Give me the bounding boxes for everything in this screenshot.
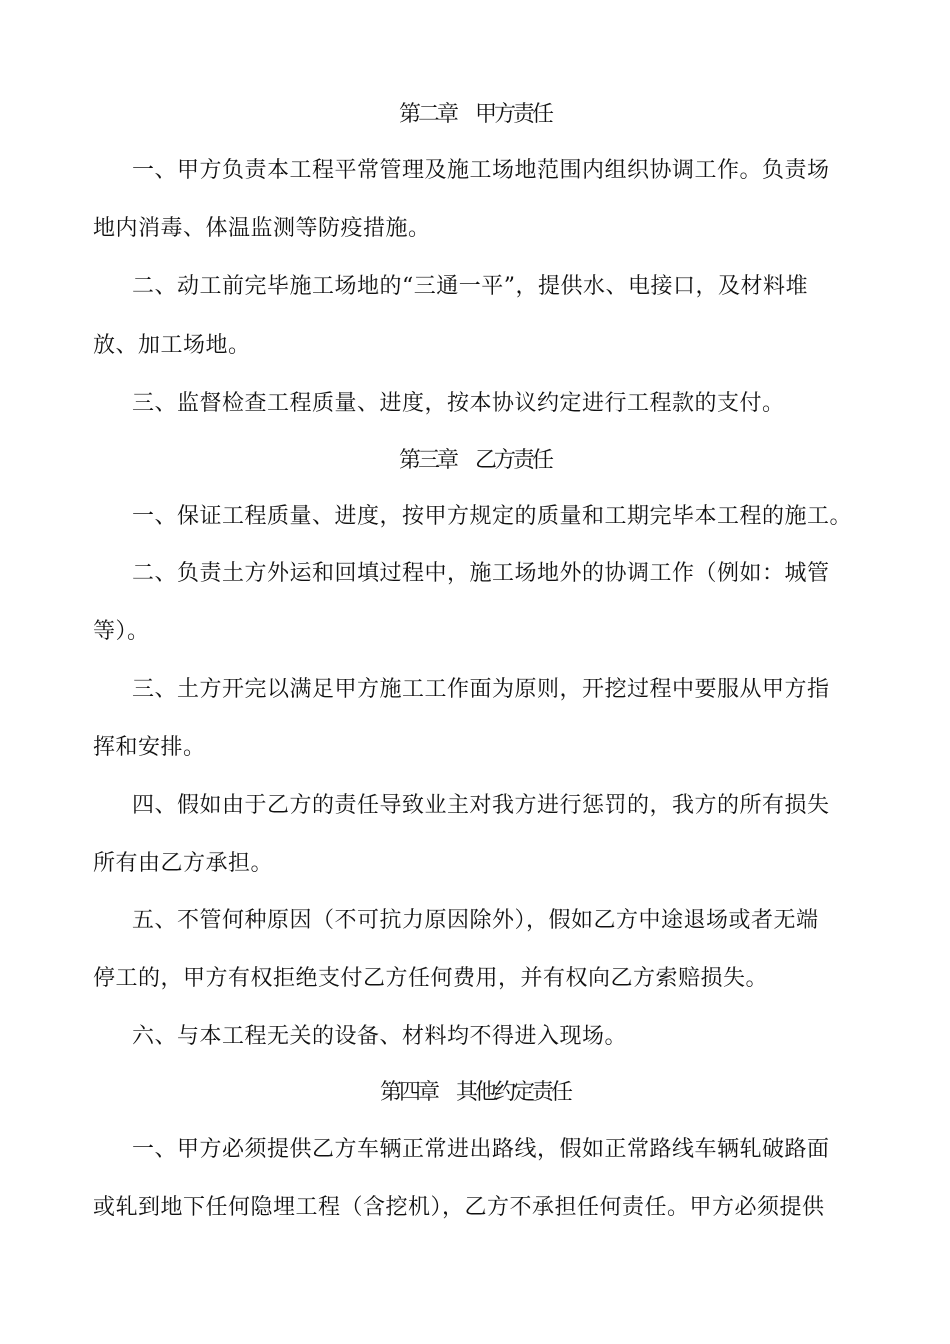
chapter-3-clause-4-line-2: 所有由乙方承担。: [93, 851, 274, 876]
chapter-3-clause-5-line-1: 五、不管何种原因（不可抗力原因除外），假如乙方中途退场或者无端: [132, 908, 819, 933]
chapter-2-heading: 第二章 甲方责任: [398, 102, 551, 127]
chapter-2-clause-2-line-2: 放、加工场地。: [93, 333, 251, 358]
chapter-4-heading: 第四章 其他约定责任: [379, 1080, 570, 1105]
chapter-4-clause-1-line-2: 或轧到地下任何隐埋工程（含挖机），乙方不承担任何责任。甲方必须提供: [93, 1195, 825, 1220]
chapter-3-clause-6-line-1: 六、与本工程无关的设备、材料均不得进入现场。: [132, 1024, 628, 1049]
chapter-3-clause-2-line-2: 等）。: [93, 619, 150, 644]
chapter-4-clause-1-line-1: 一、甲方必须提供乙方车辆正常进出路线，假如正常路线车辆轧破路面: [132, 1137, 830, 1162]
chapter-2-clause-1-line-2: 地内消毒、体温监测等防疫措施。: [93, 216, 431, 241]
chapter-3-clause-1-line-1: 一、保证工程质量、进度，按甲方规定的质量和工期完毕本工程的施工。: [132, 504, 853, 529]
chapter-3-clause-3-line-1: 三、土方开完以满足甲方施工工作面为原则，开挖过程中要服从甲方指: [132, 677, 830, 702]
chapter-3-clause-2-line-1: 二、负责土方外运和回填过程中，施工场地外的协调工作（例如：城管: [132, 561, 830, 586]
chapter-2-clause-2-line-1: 二、动工前完毕施工场地的“三通一平”，提供水、电接口，及材料堆: [132, 274, 808, 299]
chapter-3-heading: 第三章 乙方责任: [398, 448, 551, 473]
chapter-2-clause-3-line-1: 三、监督检查工程质量、进度，按本协议约定进行工程款的支付。: [132, 391, 785, 416]
chapter-3-clause-3-line-2: 挥和安排。: [93, 735, 206, 760]
chapter-3-clause-4-line-1: 四、假如由于乙方的责任导致业主对我方进行惩罚的，我方的所有损失: [132, 793, 830, 818]
chapter-3-clause-5-line-2: 停工的，甲方有权拒绝支付乙方任何费用，并有权向乙方索赔损失。: [93, 966, 769, 991]
chapter-2-clause-1-line-1: 一、甲方负责本工程平常管理及施工场地范围内组织协调工作。负责场: [132, 158, 830, 183]
